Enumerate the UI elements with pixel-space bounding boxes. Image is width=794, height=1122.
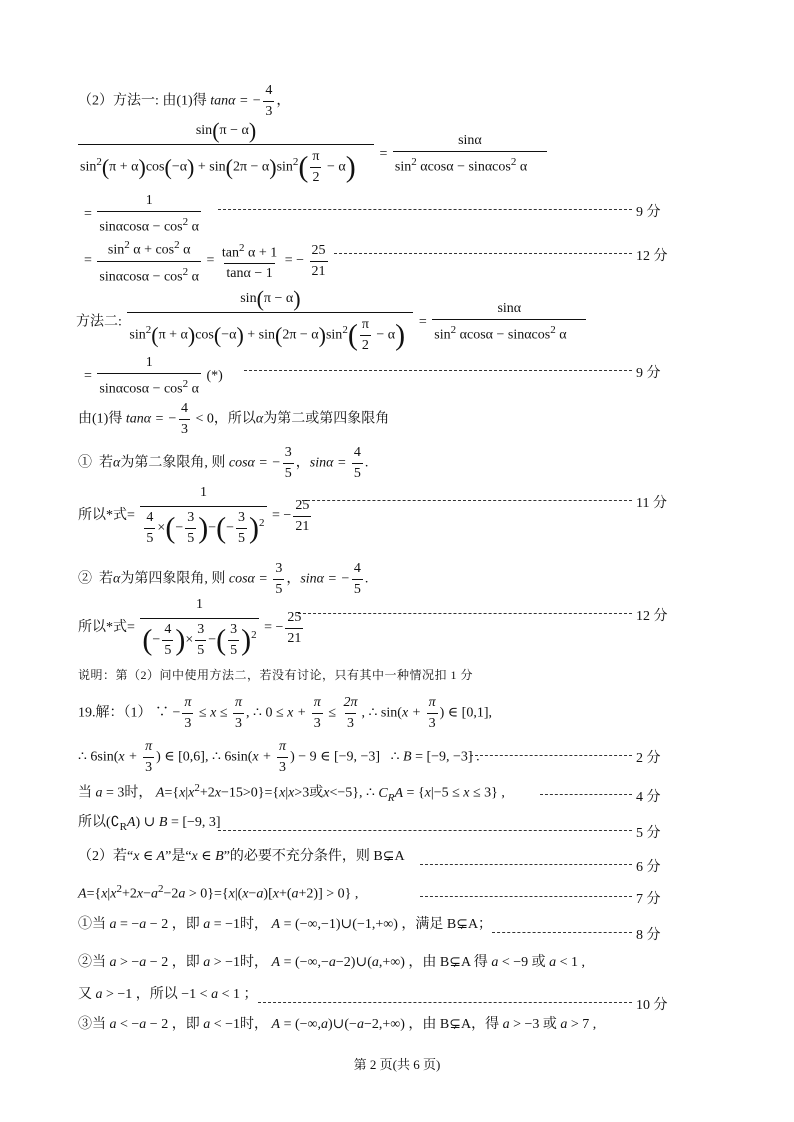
score-2: 2 分 (636, 751, 661, 766)
m1-eq3-frac (97, 236, 201, 286)
q19-line3: 当 a = 3时， $A=\{x|x^2+2x-15>0\}=\{x|x>3$或x<−5}, ∴ $C_RA = \{x|-5 \le x \le 3\}$ , (78, 782, 505, 804)
q19-line5: （2）若“x ∈ A”是“x ∈ B”的必要不充分条件，则 B⊊A (78, 849, 405, 864)
part2-header (78, 82, 290, 121)
scoring-note: 说明：第（2）问中使用方法二，若没有讨论，只有其中一种情况扣 1 分 (78, 668, 474, 682)
m1-eq1-num: sinα (458, 133, 482, 149)
case1-result-label: 所以*式= (78, 508, 135, 523)
q19-line10: ③当 a < −a − 2 ，即 a < −1时， A = (−∞,a)∪(−a−2,+∞) ，由 B⊊A，得 a > −3 或 a > 7 , (78, 1017, 597, 1032)
dotted-leader (420, 864, 632, 865)
dotted-leader (298, 613, 632, 614)
case2-result: 所以*式= 1 (− $\frac{4}{5}$ )× $\frac{3}{5}$ −( $\frac{3}{5}$ )$^2$ = − $\frac{25}{21}$ (78, 597, 302, 658)
m1-eq3-num: $\sin^2 \alpha + \cos^2 \alpha$ (107, 239, 191, 258)
q19-line2: ∴ 6sin(x + $\frac{\pi}{3}$ ) ∈ [0,6], ∴ 6sin(x + $\frac{\pi}{3}$ ) − 9 ∈ [−9, −3] ∴ B = [−9, −3] . (78, 739, 480, 775)
q19-line8: ②当 a > −a − 2 ，即 a > −1时， A = (−∞,−a−2)∪(a,+∞) ，由 B⊊A 得 a < −9 或 a < 1 , (78, 955, 586, 970)
frac-num: 4 (265, 83, 273, 98)
tan-eq: tanα = − (210, 93, 262, 109)
big-fraction-num: sin(π − α) (195, 118, 257, 143)
m1-result-den: 21 (310, 261, 328, 281)
m1-eq2: = $\frac{1}{\sin\alpha\cos\alpha - \cos^2 \alpha}$ (84, 193, 199, 235)
case1: ① 若α为第二象限角, 则 cosα = − $\frac{3}{5}$ ，sinα = $\frac{4}{5}$ . (78, 445, 369, 481)
m1-eq2-num: 1 (145, 193, 153, 208)
m2-eq2-num: 1 (145, 355, 153, 370)
m1-result-frac (310, 242, 328, 281)
q19-line4: 所以$(∁_RA)$ ∪ B = [−9, 3] (78, 815, 221, 833)
big-fraction-2-num: sin(π − α) (240, 286, 301, 311)
dotted-leader (334, 253, 632, 254)
m2-eq1-num: sinα (497, 301, 522, 317)
score-6: 6 分 (636, 860, 661, 875)
m2-eq1-den: $\sin^2 \alpha\cos\alpha - \sin\alpha\cos^2$ α (432, 319, 586, 345)
score-9-a: 9 分 (636, 205, 661, 220)
m1-eq1-den: $\sin^2 \alpha\cos\alpha - \sin\alpha\cos^2$ α (393, 151, 547, 177)
star-mark: (*) (206, 368, 223, 384)
score-12-a: 12 分 (636, 249, 668, 264)
score-4: 4 分 (636, 790, 661, 805)
q19-line7: ①当 a = −a − 2 ，即 a = −1时， A = (−∞,−1)∪(−1,+∞) ，满足 B⊊A； (78, 917, 493, 932)
dotted-leader (218, 830, 632, 831)
part2-header-text: （2）方法一: 由(1)得 (78, 93, 207, 109)
score-12-b: 12 分 (636, 609, 668, 624)
dotted-leader (244, 370, 632, 371)
m1-eq2-den: $\sin\alpha\cos\alpha - \cos^2 \alpha$ (97, 211, 201, 237)
big-fraction-2 (127, 286, 413, 355)
dotted-leader (492, 932, 632, 933)
m1-eq3b-num: $\tan^2 \alpha + 1$ (221, 241, 278, 261)
m2-eq2-frac (97, 354, 201, 399)
m1-eq3-den: $\sin\alpha\cos\alpha - \cos^2 \alpha$ (97, 261, 201, 287)
dotted-leader (540, 794, 632, 795)
score-7: 7 分 (636, 892, 661, 907)
m1-eq1-frac (393, 132, 547, 177)
dotted-leader (218, 209, 632, 210)
method2-equation: 方法二: sin(π − α) $\sin^2(\pi + \alpha)\cos(-\alpha) + \sin(2\pi - \alpha)\sin^2$( $\frac{\pi}{2}$ − α) = $\frac{\sin\alpha}{\sin^2 \alpha\cos\alpha - \sin\alpha\cos^2 \alpha}$ (76, 290, 588, 355)
big-fraction-2-den: $\sin^2(\pi + \alpha)\cos(-\alpha) + \sin(2\pi - \alpha)\sin^2$( $\frac{\pi}{2}$ − α) (127, 312, 413, 355)
m1-eq3: = $\frac{\sin^2 \alpha + \cos^2 \alpha}{\sin\alpha\cos\alpha - \cos^2 \alpha}$ = $\frac{\tan^2 \alpha + 1}{\tan\alpha - 1}$ = − $\frac{25}{21}$ (84, 236, 330, 286)
score-10: 10 分 (636, 998, 668, 1013)
frac-den: 3 (263, 101, 274, 121)
method1-equation: sin(π − α) $\sin^2(\pi + \alpha)\cos(-\alpha) + \sin(2\pi - \alpha)\sin^2$( $\frac{\pi}{2}$ − α) = $\frac{\sin\alpha}{\sin^2 \alpha\cos\alpha - \sin\alpha\cos^2 \alpha}$ (76, 122, 549, 187)
m1-eq2-frac (97, 192, 201, 237)
method2-label: 方法二: (76, 314, 122, 330)
dotted-leader (302, 500, 632, 501)
big-fraction-den: $\sin^2(\pi + \alpha)\cos(-\alpha) + \sin(2\pi - \alpha)\sin^2$( $\frac{\pi}{2}$ − α) (78, 144, 374, 187)
m1-eq3b-frac (220, 239, 279, 284)
case2-result-label: 所以*式= (78, 620, 135, 635)
case1-result: 所以*式= 1 $\frac{4}{5}$ ×(− $\frac{3}{5}$ )−(− $\frac{3}{5}$ )$^2$ = − $\frac{25}{21}$ (78, 485, 310, 546)
dotted-leader (258, 1002, 632, 1003)
score-9-b: 9 分 (636, 366, 661, 381)
score-11: 11 分 (636, 496, 667, 511)
q19-line6: $A=\{x|x^2+2x-a^2-2a > 0\}=\{x|(x-a)[x+(a+2)] > 0\}$ , (78, 883, 359, 902)
m1-eq3b-den: tanα − 1 (224, 263, 274, 283)
comma: ， (276, 93, 291, 109)
m2-eq1-frac (432, 300, 586, 345)
score-8: 8 分 (636, 928, 661, 943)
q19-line9: 又 a > −1 ，所以 −1 < a < 1 ； (78, 987, 258, 1002)
case2-fraction: 1 (− $\frac{4}{5}$ )× $\frac{3}{5}$ −( $\frac{3}{5}$ )$^2$ (142, 597, 257, 658)
score-5: 5 分 (636, 826, 661, 841)
case2: ② 若α为第四象限角, 则 cosα = $\frac{3}{5}$ ，sinα = − $\frac{4}{5}$ . (78, 561, 369, 597)
big-fraction (78, 118, 374, 187)
dotted-leader (420, 896, 632, 897)
q19-line1: 19.解：（1） ∵ − $\frac{\pi}{3}$ ≤ x ≤ $\frac{\pi}{3}$ , ∴ 0 ≤ x + $\frac{\pi}{3}$ ≤ $\frac{2\pi}{3}$ , ∴ sin(x + $\frac{\pi}{3}$ ) ∈ [0,1], (78, 695, 492, 731)
case1-fraction: 1 $\frac{4}{5}$ ×(− $\frac{3}{5}$ )−(− $\frac{3}{5}$ )$^2$ (140, 484, 266, 548)
m2-eq2-den: $\sin\alpha\cos\alpha - \cos^2 \alpha$ (97, 373, 201, 399)
m1-result-num: 25 (311, 242, 326, 258)
frac-4-3 (263, 82, 274, 121)
dotted-leader (470, 755, 632, 756)
page-footer: 第 2 页(共 6 页) (353, 1057, 441, 1072)
sign-sentence: 由(1)得 tanα = − $\frac{4}{3}$ < 0，所以α为第二或第四象限角 (78, 401, 390, 437)
m2-eq2: = $\frac{1}{\sin\alpha\cos\alpha - \cos^2 \alpha}$ (*) (84, 355, 223, 397)
